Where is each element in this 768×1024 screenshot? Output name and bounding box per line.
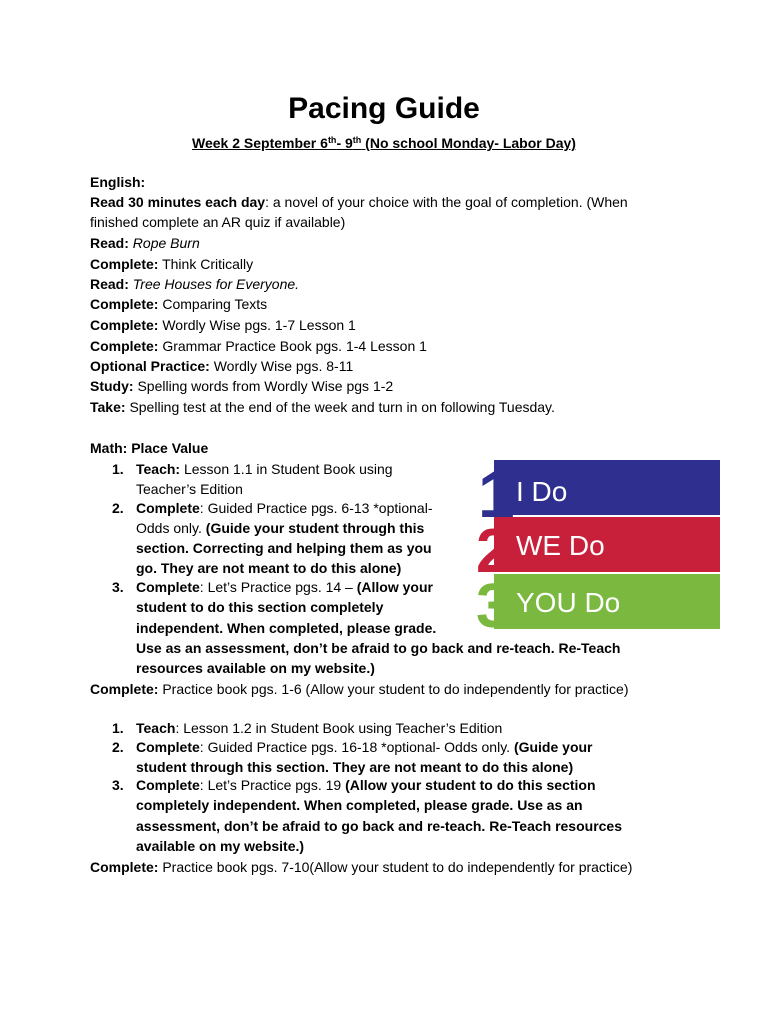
numeral-two: 2 [476, 517, 511, 586]
i-do-we-do-you-do-graphic [476, 459, 720, 630]
math-l2-item3-cont: available on my website.) [136, 838, 305, 854]
math-l1-item3-cont: independent. When completed, please grade. [136, 620, 437, 636]
i-do-label: I Do [516, 476, 568, 507]
numeral-one: 1 [478, 459, 515, 531]
math-l2-item2-cont: student through this section. They are not meant to do this alone) [136, 759, 574, 775]
english-row: Take: Spelling test at the end of the week and turn in on following Tuesday. [90, 399, 555, 415]
page-title: Pacing Guide [288, 92, 480, 125]
math-l1-item2-cont: go. They are not meant to do this alone) [136, 560, 402, 576]
math-l1-item3-cont: resources available on my website.) [136, 660, 375, 676]
math-l2-complete: Complete: Practice book pgs. 7-10(Allow your student to do independently for practice) [90, 859, 633, 875]
math-l1-item3-cont: student to do this section completely [136, 599, 384, 615]
english-row: Complete: Think Critically [90, 256, 254, 272]
week-subtitle: Week 2 September 6th- 9th (No school Monday- Labor Day) [192, 135, 576, 151]
math-l1-item2-cont: Odds only. (Guide your student through this [136, 520, 425, 536]
math-l2-item3-cont: completely independent. When completed, please grade. Use as an [136, 797, 583, 813]
english-row: Complete: Wordly Wise pgs. 1-7 Lesson 1 [90, 317, 356, 333]
math-l1-item3: Complete: Let’s Practice pgs. 14 – (Allow your [136, 579, 433, 595]
english-row: Read: Tree Houses for Everyone. [90, 276, 300, 292]
math-l1-complete: Complete: Practice book pgs. 1-6 (Allow your student to do independently for practice) [90, 681, 629, 697]
math-heading: Math: Place Value [90, 440, 209, 456]
english-read30-line: Read 30 minutes each day: a novel of your choice with the goal of completion. (When [90, 194, 628, 210]
english-row: Optional Practice: Wordly Wise pgs. 8-11 [90, 358, 354, 374]
math-l1-item1-cont: Teacher’s Edition [136, 481, 243, 497]
list-number: 1. [112, 461, 124, 477]
math-l1-item3-cont: Use as an assessment, don’t be afraid to go back and re-teach. Re-Teach [136, 640, 621, 656]
math-l2-item3: Complete: Let’s Practice pgs. 19 (Allow your student to do this section [136, 777, 596, 793]
list-number: 3. [112, 579, 124, 595]
math-l2-item2: Complete: Guided Practice pgs. 16-18 *optional- Odds only. (Guide your [136, 739, 593, 755]
you-do-label: YOU Do [516, 587, 621, 618]
math-l2-item3-cont: assessment, don’t be afraid to go back and re-teach. Re-Teach resources [136, 818, 623, 834]
we-do-label: WE Do [516, 530, 605, 561]
english-heading: English: [90, 174, 146, 190]
math-l2-item1: Teach: Lesson 1.2 in Student Book using Teacher’s Edition [136, 720, 503, 736]
math-l1-item1: Teach: Lesson 1.1 in Student Book using [136, 461, 393, 477]
english-row: Read: Rope Burn [90, 235, 200, 251]
math-l1-item2: Complete: Guided Practice pgs. 6-13 *optional- [136, 500, 433, 516]
numeral-three: 3 [476, 572, 511, 630]
english-row: Complete: Comparing Texts [90, 296, 268, 312]
english-row: Study: Spelling words from Wordly Wise pgs 1-2 [90, 378, 394, 394]
list-number: 2. [112, 500, 124, 516]
list-number: 3. [112, 777, 124, 793]
list-number: 1. [112, 720, 124, 736]
english-read30-line-2: finished complete an AR quiz if available) [90, 214, 346, 230]
english-row: Complete: Grammar Practice Book pgs. 1-4 Lesson 1 [90, 338, 427, 354]
list-number: 2. [112, 739, 124, 755]
math-l1-item2-cont: section. Correcting and helping them as you [136, 540, 432, 556]
